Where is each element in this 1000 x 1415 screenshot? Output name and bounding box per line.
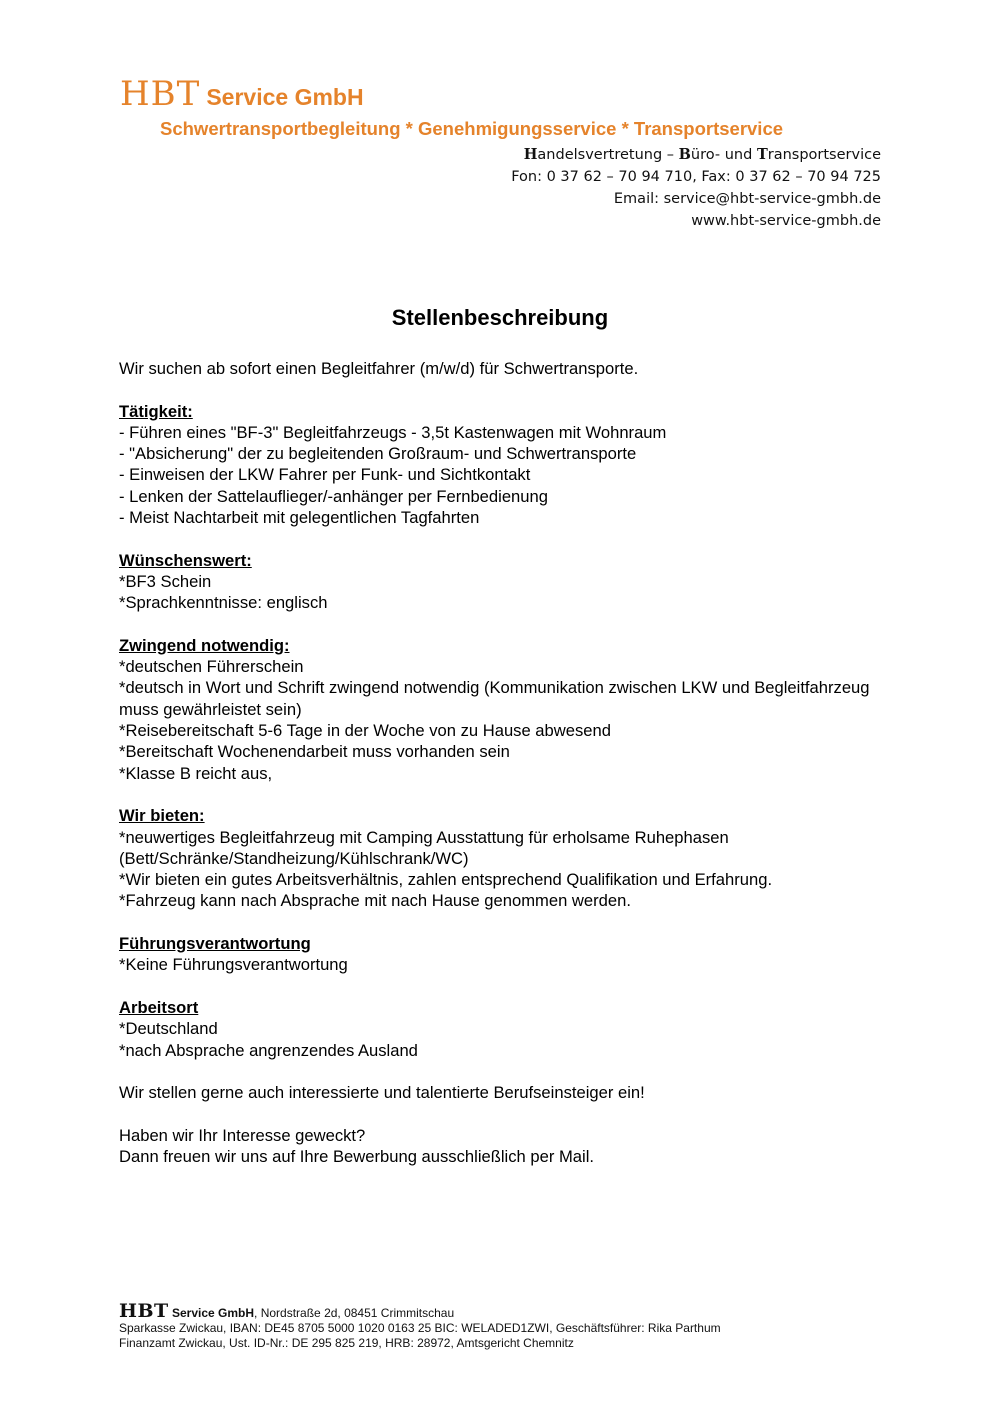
section-heading: Wünschenswert: (119, 550, 252, 570)
list-item: - Lenken der Sattelauflieger/-anhänger per Fernbedienung (119, 486, 548, 506)
section-zwingend (119, 635, 879, 784)
footer-company: Service GmbH (172, 1306, 255, 1320)
list-item: *deutsch in Wort und Schrift zwingend notwendig (Kommunikation zwischen LKW und Begleitfahrzeug muss gewährleistet sein) (119, 678, 870, 719)
contact-block (511, 144, 881, 232)
logo-hbt: HBT (120, 74, 201, 114)
section-wir-bieten (119, 805, 879, 911)
list-item: *Bereitschaft Wochenendarbeit muss vorhanden sein (119, 742, 510, 762)
closing-text: Wir stellen gerne auch interessierte und talentierte Berufseinsteiger ein! (119, 1083, 645, 1103)
section-heading: Arbeitsort (119, 997, 199, 1017)
outro-line: Dann freuen wir uns auf Ihre Bewerbung ausschließlich per Mail. (119, 1146, 595, 1166)
list-item: *Reisebereitschaft 5-6 Tage in der Woche von zu Hause abwesend (119, 721, 611, 741)
section-heading: Wir bieten: (119, 806, 205, 826)
initial-h: H (523, 146, 538, 163)
section-wuenschenswert (119, 550, 879, 614)
section-arbeitsort (119, 997, 879, 1061)
list-item: - Einweisen der LKW Fahrer per Funk- und Sichtkontakt (119, 465, 531, 485)
business-line (511, 144, 881, 166)
list-item: *deutschen Führerschein (119, 657, 304, 677)
intro-text: Wir suchen ab sofort einen Begleitfahrer (m/w/d) für Schwertransporte. (119, 359, 639, 378)
section-heading: Tätigkeit: (119, 401, 193, 421)
list-item: *Deutschland (119, 1019, 218, 1039)
email-link[interactable]: Email: service@hbt-service-gmbh.de (613, 191, 881, 207)
phone-fax: Fon: 0 37 62 – 70 94 710, Fax: 0 37 62 – 70 94 725 (511, 169, 881, 185)
initial-b: B (678, 146, 691, 163)
section-fuehrungsverantwortung (119, 933, 879, 976)
initial-t: T (756, 146, 768, 163)
footer-address: , Nordstraße 2d, 08451 Crimmitschau (254, 1306, 455, 1320)
list-item: *Wir bieten ein gutes Arbeitsverhältnis, zahlen entsprechend Qualifikation und Erfahrung. (119, 870, 773, 890)
job-description (119, 358, 879, 1167)
list-item: - Führen eines "BF-3" Begleitfahrzeugs - 3,5t Kastenwagen mit Wohnraum (119, 422, 667, 442)
business-line-part3: ransportservice (767, 147, 881, 163)
footer-bank: Sparkasse Zwickau, IBAN: DE45 8705 5000 1020 0163 25 BIC: WELADED1ZWI, Geschäftsführer: Rika Parthum (119, 1321, 721, 1335)
list-item: *Klasse B reicht aus, (119, 763, 273, 783)
company-name: Service GmbH (206, 84, 364, 110)
list-item: *Keine Führungsverantwortung (119, 955, 348, 975)
tagline: Schwertransportbegleitung * Genehmigungsservice * Transportservice (160, 118, 784, 139)
footer-address-line (119, 1300, 721, 1322)
list-item: *Fahrzeug kann nach Absprache mit nach Hause genommen werden. (119, 891, 631, 911)
list-item: *neuwertiges Begleitfahrzeug mit Camping Ausstattung für erholsame Ruhephasen (Bett/Schränke/Standheizung/Kühlschrank/WC) (119, 827, 729, 868)
list-item: *BF3 Schein (119, 571, 212, 591)
list-item: - "Absicherung" der zu begleitenden Großraum- und Schwertransporte (119, 444, 637, 464)
outro (119, 1125, 879, 1168)
business-line-part1: andelsvertretung – (537, 147, 679, 163)
business-line-part2: üro- und (690, 147, 757, 163)
section-heading: Führungsverantwortung (119, 934, 311, 954)
list-item: *nach Absprache angrenzendes Ausland (119, 1040, 418, 1060)
company-logo (120, 74, 364, 114)
outro-line: Haben wir Ihr Interesse geweckt? (119, 1125, 366, 1145)
footer (119, 1300, 721, 1351)
list-item: - Meist Nachtarbeit mit gelegentlichen Tagfahrten (119, 508, 480, 528)
website-link[interactable]: www.hbt-service-gmbh.de (691, 213, 881, 229)
section-taetigkeit (119, 401, 879, 529)
list-item: *Sprachkenntnisse: englisch (119, 593, 328, 613)
footer-tax: Finanzamt Zwickau, Ust. ID-Nr.: DE 295 825 219, HRB: 28972, Amtsgericht Chemnitz (119, 1336, 574, 1350)
footer-logo-hbt: HBT (119, 1300, 169, 1322)
section-heading: Zwingend notwendig: (119, 635, 290, 655)
document-title: Stellenbeschreibung (391, 305, 609, 330)
